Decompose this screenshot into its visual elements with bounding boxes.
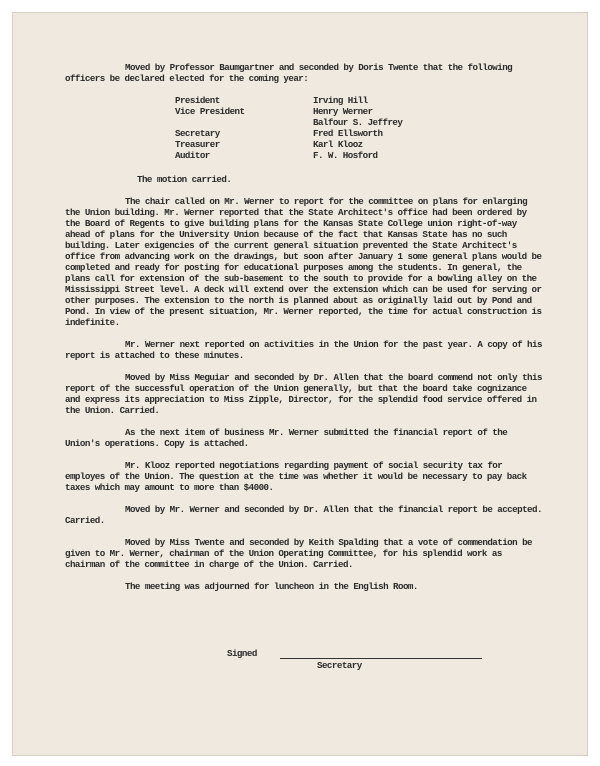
paragraph-commend: Moved by Miss Meguiar and seconded by Dr. Allen that the board commend not only this report of the successful operation of the Union generally, but that the board take cognizance and express its appreciation to Miss Zipple, Director, for the splendid food service offered in the Union. Carried.: [65, 372, 547, 416]
document-page: [12, 12, 588, 756]
officer-row: Balfour S. Jeffrey: [313, 117, 403, 128]
motion-carried: The motion carried.: [137, 174, 232, 185]
paragraph-thanks: Moved by Miss Twente and seconded by Keith Spalding that a vote of commendation be given to Mr. Werner, chairman of the Union Operating Committee, for his splendid work as chairman of the committee in charge of the Union. Carried.: [65, 537, 537, 570]
officer-row: Vice President Henry Werner: [175, 106, 373, 117]
officer-row: Treasurer Karl Klooz: [175, 139, 363, 150]
signature-line: [280, 658, 482, 659]
paragraph-election: Moved by Professor Baumgartner and seconded by Doris Twente that the following officers be declared elected for the coming year:: [65, 62, 518, 84]
minutes-body: [65, 62, 545, 603]
paragraph-activities: Mr. Werner next reported on activities in the Union for the past year. A copy of his report is attached to these minutes.: [65, 339, 547, 361]
paragraph-building: The chair called on Mr. Werner to report for the committee on plans for enlarging the Union building. Mr. Werner reported that the State Architect's office had been ordered by the Board of Regents to give building plans for the Kansas State College union right-of-way ahead of plans for the University Union because of the fact that Kansas State has no such building. Later exigencies of the current general situation prevented the State Architect's office from advancing work on the drawings, but soon after January 1 some general plans would be completed and ready for posting for educational purposes among the students. In general, the plans call for extension of the sub-basement to the south to provide for a bowling alley on the Mississippi Street level. A deck will extend over the extension which can be used for serving or other purposes. The extension to the north is planned about as originally laid out by Pond and Pond. In view of the present situation, Mr. Werner reported, the time for actual construction is indefinite.: [65, 196, 547, 328]
officer-row: President Irving Hill: [175, 95, 368, 106]
paragraph-financial: As the next item of business Mr. Werner submitted the financial report of the Union's operations. Copy is attached.: [65, 427, 513, 449]
paragraph-social-security: Mr. Klooz reported negotiations regarding payment of social security tax for employes of the Union. The question at the time was whether it would be necessary to pay back taxes which may amount to more than $4000.: [65, 460, 532, 493]
paragraph-adjourn: The meeting was adjourned for luncheon in the English Room.: [125, 581, 418, 592]
secretary-caption: Secretary: [317, 660, 362, 671]
paragraph-accept: Moved by Mr. Werner and seconded by Dr. Allen that the financial report be accepted. Carried.: [65, 504, 547, 526]
officers-list: [65, 95, 545, 161]
officer-row: Auditor F. W. Hosford: [175, 150, 378, 161]
signed-label: Signed: [227, 648, 257, 659]
officer-row: Secretary Fred Ellsworth: [175, 128, 383, 139]
